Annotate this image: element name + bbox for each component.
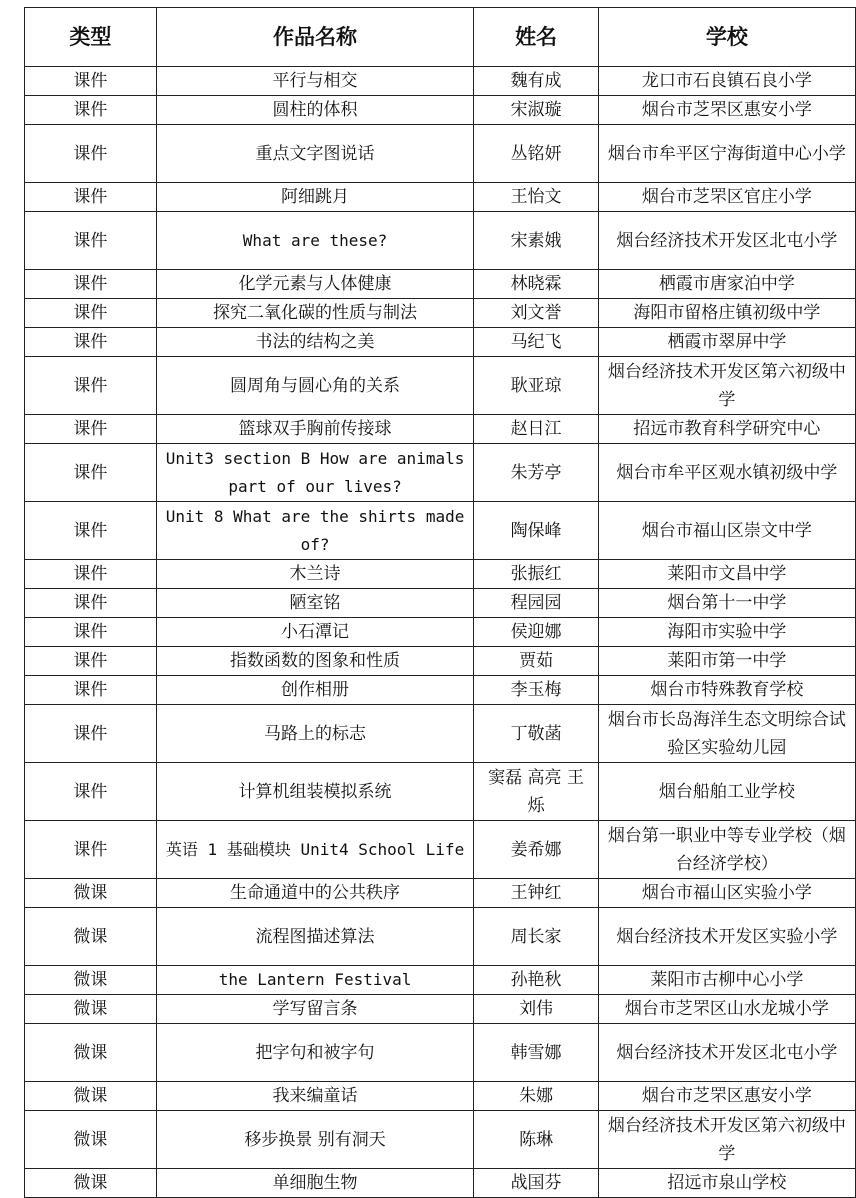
cell-school: 烟台经济技术开发区实验小学	[598, 908, 855, 966]
table-row	[25, 357, 856, 415]
table-row	[25, 415, 856, 444]
cell-school: 烟台市芝罘区惠安小学	[598, 96, 855, 125]
cell-name: 侯迎娜	[474, 618, 598, 647]
cell-title: 阿细跳月	[156, 183, 474, 212]
cell-name: 韩雪娜	[474, 1024, 598, 1082]
cell-type: 微课	[25, 1082, 157, 1111]
award-list-table	[24, 7, 856, 1198]
cell-name: 朱娜	[474, 1082, 598, 1111]
header-title: 作品名称	[156, 8, 474, 67]
cell-title: 移步换景 别有洞天	[156, 1111, 474, 1169]
cell-type: 课件	[25, 560, 157, 589]
award-list-table-container	[24, 7, 856, 1198]
cell-type: 课件	[25, 270, 157, 299]
cell-school: 烟台市牟平区宁海街道中心小学	[598, 125, 855, 183]
table-row	[25, 1024, 856, 1082]
cell-name: 王怡文	[474, 183, 598, 212]
table-row	[25, 502, 856, 560]
cell-title: 指数函数的图象和性质	[156, 647, 474, 676]
header-name: 姓名	[474, 8, 598, 67]
cell-type: 课件	[25, 502, 157, 560]
cell-type: 课件	[25, 67, 157, 96]
cell-name: 宋淑璇	[474, 96, 598, 125]
table-row	[25, 270, 856, 299]
cell-title: 木兰诗	[156, 560, 474, 589]
cell-type: 微课	[25, 995, 157, 1024]
cell-type: 课件	[25, 763, 157, 821]
cell-type: 微课	[25, 966, 157, 995]
cell-type: 课件	[25, 444, 157, 502]
table-row	[25, 995, 856, 1024]
cell-title: 生命通道中的公共秩序	[156, 879, 474, 908]
cell-type: 课件	[25, 212, 157, 270]
cell-name: 赵日江	[474, 415, 598, 444]
cell-title: 计算机组装模拟系统	[156, 763, 474, 821]
cell-title: 小石潭记	[156, 618, 474, 647]
cell-school: 烟台经济技术开发区北屯小学	[598, 212, 855, 270]
cell-school: 烟台经济技术开发区北屯小学	[598, 1024, 855, 1082]
cell-name: 周长家	[474, 908, 598, 966]
header-school: 学校	[598, 8, 855, 67]
cell-school: 烟台市牟平区观水镇初级中学	[598, 444, 855, 502]
cell-type: 课件	[25, 821, 157, 879]
cell-name: 魏有成	[474, 67, 598, 96]
table-row	[25, 705, 856, 763]
cell-school: 烟台第十一中学	[598, 589, 855, 618]
cell-name: 朱芳亭	[474, 444, 598, 502]
cell-title: 单细胞生物	[156, 1169, 474, 1198]
cell-type: 课件	[25, 357, 157, 415]
cell-type: 课件	[25, 125, 157, 183]
cell-school: 招远市教育科学研究中心	[598, 415, 855, 444]
cell-name: 贾茹	[474, 647, 598, 676]
table-row	[25, 879, 856, 908]
table-row	[25, 618, 856, 647]
cell-school: 龙口市石良镇石良小学	[598, 67, 855, 96]
cell-title: 马路上的标志	[156, 705, 474, 763]
cell-title: 重点文字图说话	[156, 125, 474, 183]
cell-name: 姜希娜	[474, 821, 598, 879]
table-row	[25, 67, 856, 96]
cell-type: 课件	[25, 183, 157, 212]
cell-school: 招远市泉山学校	[598, 1169, 855, 1198]
cell-name: 陶保峰	[474, 502, 598, 560]
cell-type: 微课	[25, 908, 157, 966]
table-row	[25, 328, 856, 357]
cell-name: 丛铭妍	[474, 125, 598, 183]
cell-type: 课件	[25, 299, 157, 328]
table-row	[25, 966, 856, 995]
cell-school: 烟台市芝罘区山水龙城小学	[598, 995, 855, 1024]
cell-title: 创作相册	[156, 676, 474, 705]
cell-school: 烟台第一职业中等专业学校（烟台经济学校）	[598, 821, 855, 879]
cell-type: 课件	[25, 676, 157, 705]
cell-name: 宋素娥	[474, 212, 598, 270]
cell-school: 烟台市福山区崇文中学	[598, 502, 855, 560]
table-row	[25, 763, 856, 821]
cell-title: the Lantern Festival	[156, 966, 474, 995]
cell-type: 课件	[25, 647, 157, 676]
header-type: 类型	[25, 8, 157, 67]
table-row	[25, 676, 856, 705]
cell-title: Unit 8 What are the shirts made of?	[156, 502, 474, 560]
table-row	[25, 908, 856, 966]
cell-title: 化学元素与人体健康	[156, 270, 474, 299]
cell-title: 圆柱的体积	[156, 96, 474, 125]
table-row	[25, 1082, 856, 1111]
cell-name: 王钟红	[474, 879, 598, 908]
cell-school: 烟台市芝罘区惠安小学	[598, 1082, 855, 1111]
cell-name: 刘文誉	[474, 299, 598, 328]
cell-school: 栖霞市唐家泊中学	[598, 270, 855, 299]
cell-school: 烟台市福山区实验小学	[598, 879, 855, 908]
cell-school: 烟台市长岛海洋生态文明综合试验区实验幼儿园	[598, 705, 855, 763]
table-row	[25, 647, 856, 676]
cell-name: 孙艳秋	[474, 966, 598, 995]
cell-name: 刘伟	[474, 995, 598, 1024]
cell-type: 课件	[25, 589, 157, 618]
cell-school: 烟台经济技术开发区第六初级中学	[598, 357, 855, 415]
cell-school: 海阳市实验中学	[598, 618, 855, 647]
cell-title: 我来编童话	[156, 1082, 474, 1111]
cell-name: 陈琳	[474, 1111, 598, 1169]
cell-title: Unit3 section B How are animals part of our lives?	[156, 444, 474, 502]
table-header-row	[25, 8, 856, 67]
table-row	[25, 589, 856, 618]
cell-school: 栖霞市翠屏中学	[598, 328, 855, 357]
table-row	[25, 212, 856, 270]
cell-type: 课件	[25, 328, 157, 357]
cell-name: 丁敬菡	[474, 705, 598, 763]
cell-title: 平行与相交	[156, 67, 474, 96]
table-row	[25, 1111, 856, 1169]
cell-type: 课件	[25, 705, 157, 763]
cell-school: 烟台市芝罘区官庄小学	[598, 183, 855, 212]
cell-title: 篮球双手胸前传接球	[156, 415, 474, 444]
cell-title: 流程图描述算法	[156, 908, 474, 966]
cell-type: 课件	[25, 618, 157, 647]
cell-name: 张振红	[474, 560, 598, 589]
cell-type: 微课	[25, 1024, 157, 1082]
cell-name: 战国芬	[474, 1169, 598, 1198]
cell-name: 窦磊 高亮 王烁	[474, 763, 598, 821]
cell-name: 程园园	[474, 589, 598, 618]
cell-school: 莱阳市第一中学	[598, 647, 855, 676]
cell-name: 马纪飞	[474, 328, 598, 357]
table-row	[25, 299, 856, 328]
cell-type: 微课	[25, 1111, 157, 1169]
cell-type: 微课	[25, 1169, 157, 1198]
cell-name: 林晓霖	[474, 270, 598, 299]
cell-type: 课件	[25, 415, 157, 444]
cell-title: 陋室铭	[156, 589, 474, 618]
cell-school: 烟台市特殊教育学校	[598, 676, 855, 705]
cell-school: 烟台经济技术开发区第六初级中学	[598, 1111, 855, 1169]
cell-title: 探究二氧化碳的性质与制法	[156, 299, 474, 328]
cell-school: 烟台船舶工业学校	[598, 763, 855, 821]
table-row	[25, 821, 856, 879]
table-row	[25, 444, 856, 502]
cell-title: 书法的结构之美	[156, 328, 474, 357]
cell-title: What are these?	[156, 212, 474, 270]
table-row	[25, 1169, 856, 1198]
table-row	[25, 183, 856, 212]
cell-title: 把字句和被字句	[156, 1024, 474, 1082]
cell-school: 莱阳市古柳中心小学	[598, 966, 855, 995]
table-row	[25, 125, 856, 183]
cell-type: 微课	[25, 879, 157, 908]
cell-title: 英语 1 基础模块 Unit4 School Life	[156, 821, 474, 879]
cell-school: 莱阳市文昌中学	[598, 560, 855, 589]
table-row	[25, 560, 856, 589]
table-row	[25, 96, 856, 125]
cell-name: 李玉梅	[474, 676, 598, 705]
cell-title: 学写留言条	[156, 995, 474, 1024]
cell-type: 课件	[25, 96, 157, 125]
cell-title: 圆周角与圆心角的关系	[156, 357, 474, 415]
cell-school: 海阳市留格庄镇初级中学	[598, 299, 855, 328]
cell-name: 耿亚琼	[474, 357, 598, 415]
